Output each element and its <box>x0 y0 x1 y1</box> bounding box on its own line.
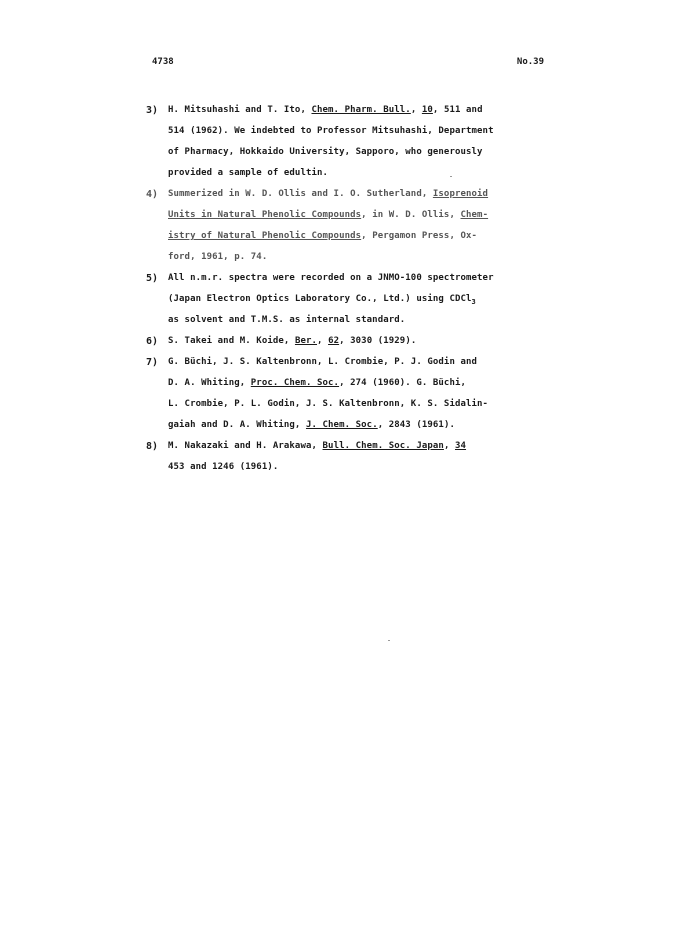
reference-text: All n.m.r. spectra were recorded on a JNMO-100 spectrometer <box>168 273 494 283</box>
reference-text: , <box>317 336 329 346</box>
page-number: 4738 <box>152 57 174 67</box>
reference-line <box>168 352 556 373</box>
reference-list <box>146 100 556 478</box>
reference-text: of Pharmacy, Hokkaido University, Sapporo, who generously <box>168 147 483 157</box>
reference-line <box>168 415 556 436</box>
scan-speck <box>388 640 390 641</box>
page-header <box>152 57 544 73</box>
citation-source: 34 <box>454 441 467 451</box>
issue-number: No.39 <box>516 57 544 67</box>
citation-source: Ber. <box>294 336 318 346</box>
reference-text: L. Crombie, P. L. Godin, J. S. Kaltenbronn, K. S. Sidalin- <box>168 399 489 409</box>
reference-text: , 3030 (1929). <box>339 336 417 346</box>
reference-line <box>168 100 556 121</box>
reference-text: as solvent and T.M.S. as internal standard. <box>168 315 406 325</box>
reference-text: S. Takei and M. Koide, <box>168 336 295 346</box>
reference-number: 8) <box>146 441 159 452</box>
scan-speck <box>450 176 452 177</box>
reference-line <box>168 226 556 247</box>
reference-line <box>168 457 556 478</box>
reference-item <box>146 184 556 268</box>
citation-source: Chem- <box>460 210 489 220</box>
reference-text: provided a sample of edultin. <box>168 168 329 178</box>
citation-source: Bull. Chem. Soc. Japan <box>322 441 444 451</box>
citation-source: Proc. Chem. Soc. <box>250 378 340 388</box>
reference-text: gaiah and D. A. Whiting, <box>168 420 306 430</box>
reference-line <box>168 310 556 331</box>
citation-source: 10 <box>421 105 433 115</box>
reference-number: 3) <box>146 105 159 116</box>
reference-text: , <box>410 105 422 115</box>
reference-text: G. Büchi, J. S. Kaltenbronn, L. Crombie, P. J. Godin and <box>168 357 478 367</box>
reference-number: 6) <box>146 336 159 347</box>
reference-item <box>146 352 556 436</box>
reference-line <box>168 436 556 457</box>
reference-item <box>146 436 556 478</box>
reference-text: , 511 and <box>432 105 483 115</box>
reference-line <box>168 373 556 394</box>
reference-line <box>168 247 556 268</box>
reference-text: , in W. D. Ollis, <box>361 210 461 220</box>
reference-line <box>168 331 556 352</box>
reference-text: , 2843 (1961). <box>377 420 455 430</box>
citation-source: istry of Natural Phenolic Compounds <box>168 231 362 241</box>
reference-text: , Pergamon Press, Ox- <box>361 231 478 241</box>
reference-number: 5) <box>146 273 159 284</box>
reference-item <box>146 331 556 352</box>
citation-source: 62 <box>328 336 340 346</box>
reference-number: 7) <box>146 357 159 368</box>
reference-line <box>168 289 556 310</box>
reference-text: (Japan Electron Optics Laboratory Co., Ltd.) using CDCl <box>168 294 472 304</box>
reference-item <box>146 268 556 331</box>
reference-line <box>168 163 556 184</box>
reference-line <box>168 142 556 163</box>
reference-text: D. A. Whiting, <box>168 378 251 388</box>
citation-source: Chem. Pharm. Bull. <box>311 105 411 115</box>
reference-text: 514 (1962). We indebted to Professor Mitsuhashi, Department <box>168 126 494 136</box>
reference-text: ford, 1961, p. 74. <box>168 252 268 262</box>
reference-text: Summerized in W. D. Ollis and I. O. Sutherland, <box>168 189 433 199</box>
reference-line <box>168 205 556 226</box>
reference-text: M. Nakazaki and H. Arakawa, <box>168 441 323 451</box>
reference-text: H. Mitsuhashi and T. Ito, <box>168 105 312 115</box>
reference-line <box>168 184 556 205</box>
reference-line <box>168 268 556 289</box>
reference-line <box>168 394 556 415</box>
citation-source: Isoprenoid <box>432 189 489 199</box>
reference-text: , <box>443 441 455 451</box>
citation-source: Units in Natural Phenolic Compounds <box>168 210 362 220</box>
reference-number: 4) <box>146 189 159 200</box>
reference-text: 453 and 1246 (1961). <box>168 462 279 472</box>
reference-line <box>168 121 556 142</box>
citation-source: J. Chem. Soc. <box>305 420 378 430</box>
reference-item <box>146 100 556 184</box>
reference-text: , 274 (1960). G. Büchi, <box>339 378 467 388</box>
reference-text: 3 <box>471 298 476 306</box>
